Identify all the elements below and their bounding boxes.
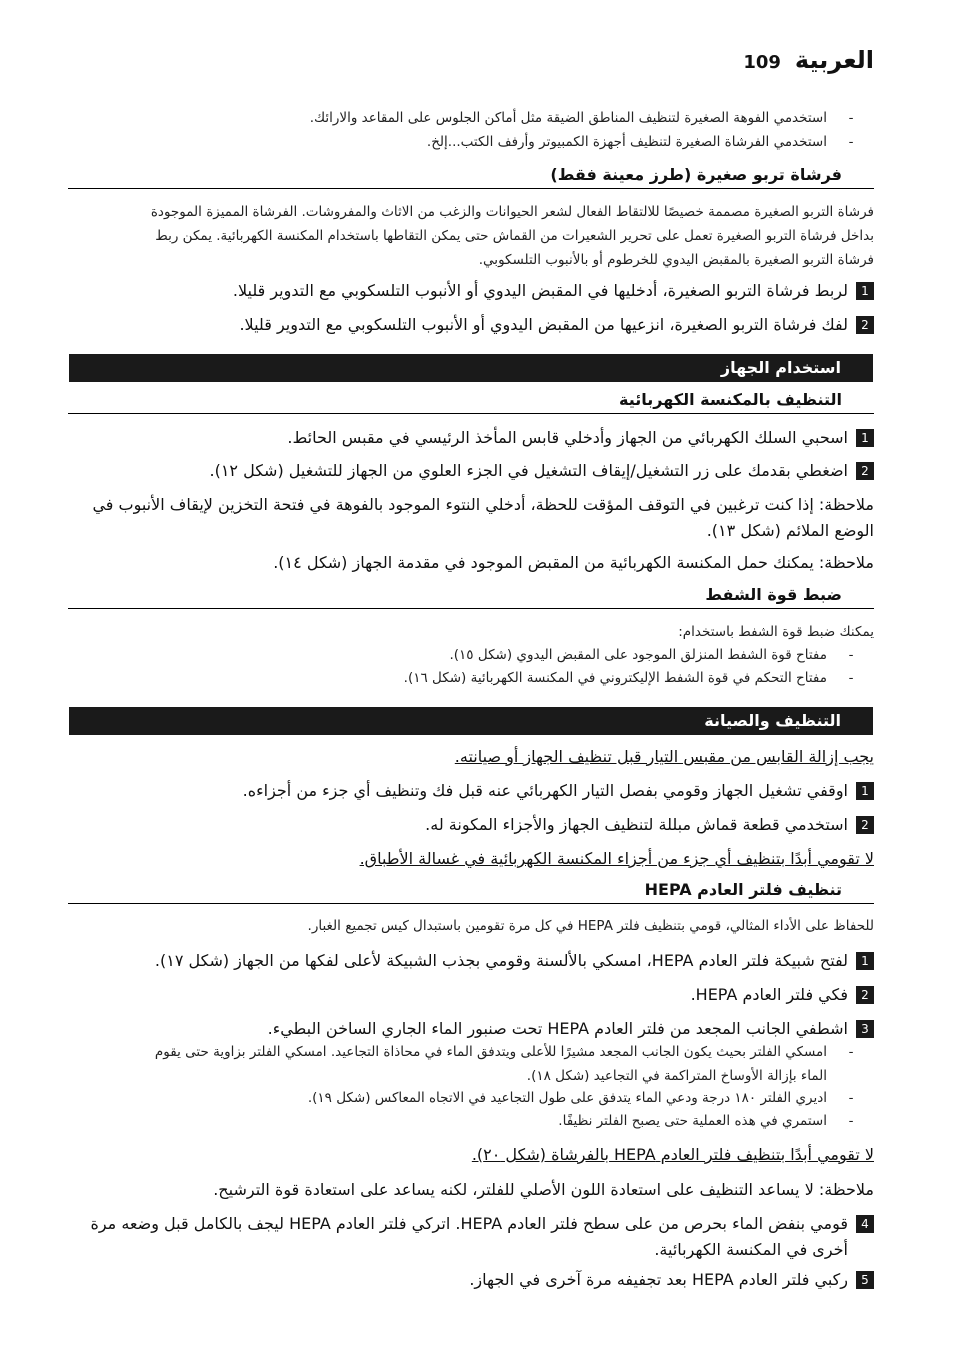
warning-text: لا تقومي أبدًا بتنظيف أي جزء من أجزاء المكنسة الكهربائية في غسالة الأطباق. bbox=[359, 849, 874, 868]
step-item bbox=[90, 1211, 874, 1263]
note-carry bbox=[273, 550, 874, 576]
note-pause bbox=[92, 492, 874, 544]
step-number: 1 bbox=[856, 782, 874, 800]
step-item bbox=[243, 778, 874, 804]
step-line: قومي بنفض الماء بحرص من على سطح فلتر العادم HEPA. اتركي فلتر العادم HEPA ليجف بالكامل قبل وضعه مرة bbox=[90, 1214, 848, 1233]
list-item bbox=[155, 1040, 861, 1088]
intro-text: يمكنك ضبط قوة الشفط باستخدام: bbox=[678, 624, 874, 640]
bullet-dash: - bbox=[848, 134, 854, 150]
step-text: اوقفي تشغيل الجهاز وقومي بفصل التيار الكهربائي عنه قبل فك وتنظيف أي جزء من أجزاءه. bbox=[242, 781, 848, 800]
paragraph-line: فرشاة التربو الصغيرة بالمقبض اليدوي للخرطوم أو بالأنبوب التلسكوبي. bbox=[478, 252, 874, 268]
bullet-dash: - bbox=[848, 647, 854, 663]
step-item bbox=[209, 458, 874, 484]
note-line: الوضع الملائم (شكل ١٣). bbox=[706, 521, 874, 540]
hepa-intro bbox=[308, 914, 874, 938]
step-text: اسحبي السلك الكهربائي من الجهاز وأدخلي قابس المأخذ الرئيسي في مقبس الحائط. bbox=[287, 428, 848, 447]
warning-text: لا تقومي أبدًا بتنظيف فلتر العادم HEPA بالفرشاة (شكل ٢٠). bbox=[471, 1145, 874, 1164]
step-number: 1 bbox=[856, 429, 874, 447]
step-number: 2 bbox=[856, 816, 874, 834]
step-item bbox=[233, 278, 874, 304]
warning-unplug bbox=[455, 744, 874, 770]
intro-text: للحفاظ على الأداء المثالي، قومي بتنظيف فلتر HEPA في كل مرة تقومين باستبدال كيس تجميع الغبار. bbox=[307, 918, 874, 934]
note-text: ملاحظة: يمكنك حمل المكنسة الكهربائية من المقبض الموجود في مقدمة الجهاز (شكل ١٤). bbox=[273, 553, 874, 572]
bullet-text: اديري الفلتر ١٨٠ درجة ودعي الماء يتدفق على طول التجاعيد في الاتجاه المعاكس (شكل ١٩). bbox=[307, 1090, 827, 1106]
note-color bbox=[213, 1177, 874, 1203]
step-text: اضغطي بقدمك على زر التشغيل/إيقاف التشغيل في الجزء العلوي من الجهاز للتشغيل (شكل ١٢). bbox=[209, 461, 848, 480]
bar-title: التنظيف والصيانة bbox=[704, 711, 841, 730]
step-text: لفك فرشاة التربو الصغيرة، انزعيها من المقبض اليدوي أو الأنبوب التلسكوبي مع التدوير قليلا. bbox=[239, 315, 848, 334]
warning-brush bbox=[472, 1142, 874, 1168]
list-item bbox=[558, 1109, 861, 1133]
step-text: لربط فرشاة التربو الصغيرة، أدخليها في المقبض اليدوي أو الأنبوب التلسكوبي مع التدوير قليلا. bbox=[232, 281, 848, 300]
list-item bbox=[308, 1086, 861, 1110]
section-bar-using bbox=[69, 354, 873, 382]
warning-dishwasher bbox=[360, 846, 874, 872]
bar-title: استخدام الجهاز bbox=[720, 358, 841, 377]
paragraph-line: فرشاة التربو الصغيرة مصممة خصيصًا للالتقاط الفعال لشعر الحيوانات والزغب من الاثاث والمفروشات. الفرشاة المميزة الموجودة bbox=[150, 204, 874, 220]
step-item bbox=[287, 425, 874, 451]
note-text: ملاحظة: لا يساعد التنظيف على استعادة اللون الأصلي للفلتر، لكنه يساعد على استعادة قوة الترشيح. bbox=[213, 1180, 874, 1199]
list-item bbox=[404, 666, 861, 690]
heading-text: فرشاة تربو صغيرة (طرز معينة فقط) bbox=[550, 165, 842, 184]
bullet-text: مفتاح التحكم في قوة الشفط الإليكتروني في المكنسة الكهربائية (شكل ١٦). bbox=[403, 670, 827, 686]
step-number: 2 bbox=[856, 462, 874, 480]
bullet-dash: - bbox=[848, 1113, 854, 1129]
step-item bbox=[155, 948, 874, 974]
heading-text: تنظيف فلتر العادم HEPA bbox=[644, 880, 842, 899]
heading-text: ضبط قوة الشفط bbox=[705, 585, 842, 604]
step-number: 2 bbox=[856, 986, 874, 1004]
heading-text: التنظيف بالمكنسة الكهربائية bbox=[618, 390, 842, 409]
bullet-text bbox=[155, 1040, 827, 1088]
step-number: 3 bbox=[856, 1020, 874, 1038]
step-item bbox=[691, 982, 874, 1008]
list-item bbox=[310, 106, 861, 130]
step-line: أخرى في المكنسة الكهربائية. bbox=[654, 1240, 848, 1259]
bullet-line: امسكي الفلتر بحيث يكون الجانب المجعد مشيرًا للأعلى ويتدفق الماء في محاذاة التجاعيد. امسكي الفلتر بزاوية حتى يقوم bbox=[154, 1044, 827, 1060]
step-number: 4 bbox=[856, 1215, 874, 1233]
bullet-text: استمري في هذه العملية حتى يصبح الفلتر نظيفًا. bbox=[558, 1113, 827, 1129]
list-item bbox=[427, 130, 861, 154]
section-heading-vacuuming bbox=[68, 390, 874, 414]
bullet-line: الماء بإزالة الأوساخ المتراكمة في التجاعيد (شكل ١٨). bbox=[526, 1068, 827, 1084]
bullet-dash: - bbox=[848, 670, 854, 686]
bullet-text: استخدمي الفرشاة الصغيرة لتنظيف أجهزة الكمبيوتر وأرفف الكتب...إلخ. bbox=[426, 134, 827, 150]
step-text: فكي فلتر العادم HEPA. bbox=[690, 985, 848, 1004]
note-line: ملاحظة: إذا كنت ترغبين في التوقف المؤقت للحظة، أدخلي النتوء الموجود بالفوهة في فتحة التخزين لإيقاف الأنبوب في bbox=[92, 495, 874, 514]
step-text: ركبي فلتر العادم HEPA بعد تجفيفه مرة آخرى في الجهاز. bbox=[469, 1270, 848, 1289]
step-text bbox=[90, 1211, 848, 1263]
list-item bbox=[449, 643, 861, 667]
bullet-text: استخدمي الفوهة الصغيرة لتنظيف المناطق الضيقة مثل أماكن الجلوس على المقاعد والارائك. bbox=[309, 110, 827, 126]
paragraph-line: بداخل فرشاة التربو الصغيرة تعمل على تحرير الشعيرات من القماش حتى يمكن التقاطها باستخدام المكنسة الكهربائية. يمكن ربط bbox=[155, 228, 874, 244]
step-number: 1 bbox=[856, 282, 874, 300]
step-item bbox=[425, 812, 874, 838]
bullet-dash: - bbox=[848, 110, 854, 126]
step-text: استخدمي قطعة قماش مبللة لتنظيف الجهاز والأجزاء المكونة له. bbox=[425, 815, 848, 834]
page-number: 109 bbox=[743, 52, 781, 73]
step-number: 1 bbox=[856, 952, 874, 970]
section-heading-turbo-brush bbox=[68, 165, 874, 189]
warning-text: يجب إزالة القابس من مقبس التيار قبل تنظيف الجهاز أو صيانته. bbox=[454, 747, 874, 766]
section-heading-hepa bbox=[68, 880, 874, 904]
step-item bbox=[268, 1016, 874, 1042]
step-number: 5 bbox=[856, 1271, 874, 1289]
step-number: 2 bbox=[856, 316, 874, 334]
bullet-text: مفتاح قوة الشفط المنزلق الموجود على المقبض اليدوي (شكل ١٥). bbox=[449, 647, 827, 663]
suction-intro bbox=[678, 620, 874, 644]
language-title: العربية bbox=[794, 46, 874, 74]
step-item bbox=[239, 312, 874, 338]
page-header bbox=[743, 46, 874, 74]
step-text: اشطفي الجانب المجعد من فلتر العادم HEPA تحت صنبور الماء الجاري الساخن البطيء. bbox=[267, 1019, 848, 1038]
bullet-dash: - bbox=[848, 1044, 854, 1060]
step-item bbox=[469, 1267, 874, 1293]
turbo-paragraph bbox=[151, 200, 874, 272]
step-text: لفتح شبيكة فلتر العادم HEPA، امسكي بالألسنة وقومي بجذب الشبيكة لأعلى لفكها من الجهاز (شكل ١٧). bbox=[154, 951, 848, 970]
bullet-dash: - bbox=[848, 1090, 854, 1106]
section-bar-cleaning bbox=[69, 707, 873, 735]
section-heading-suction bbox=[68, 585, 874, 609]
